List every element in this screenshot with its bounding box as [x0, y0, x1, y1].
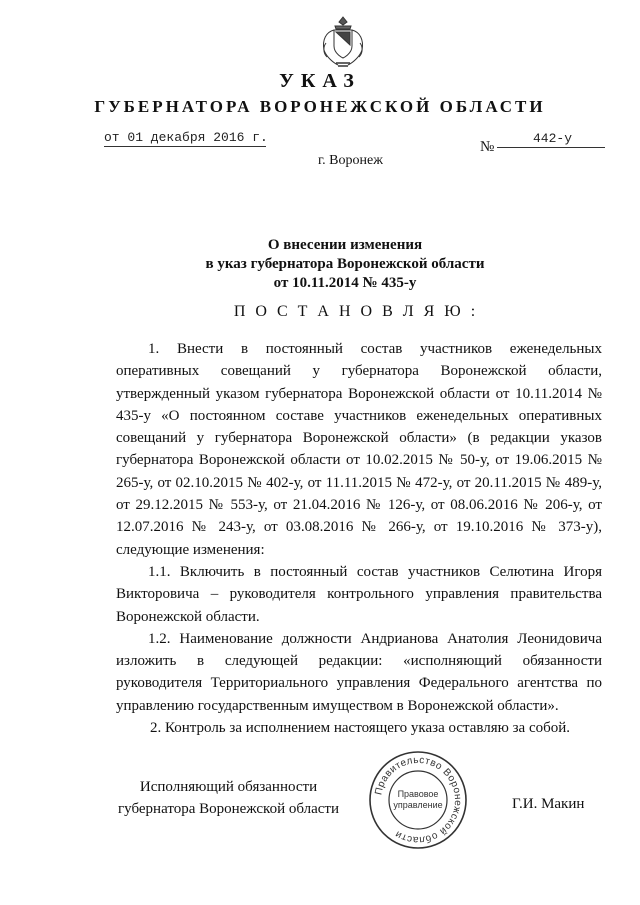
document-city: г. Воронеж	[318, 153, 383, 168]
paragraph-2: 2. Контроль за исполнением настоящего указа оставляю за собой.	[150, 720, 571, 737]
title-line-3: от 10.11.2014 № 435-у	[273, 275, 417, 291]
title-line-2: в указ губернатора Воронежской области	[205, 256, 485, 272]
document-date: от 01 декабря 2016 г.	[104, 130, 268, 145]
issuer-heading: ГУБЕРНАТОРА ВОРОНЕЖСКОЙ ОБЛАСТИ	[94, 97, 546, 116]
legal-department-stamp	[366, 748, 470, 852]
stamp-center-line-2: управление	[393, 800, 443, 810]
stamp-ring-text: Правительство Воронежской области	[373, 754, 464, 846]
decree-word: П О С Т А Н О В Л Я Ю :	[233, 303, 479, 320]
signatory-title-line-2: губернатора Воронежской области	[118, 801, 339, 817]
document-type-heading: УКАЗ	[279, 70, 361, 92]
paragraph-1-1: 1.1. Включить в постоянный состав участников Селютина Игоря Викторовича – руководителя контрольного управления правительства Воронежской области.	[116, 563, 602, 625]
paragraph-1: 1. Внести в постоянный состав участников еженедельных оперативных совещаний у губернатора Воронежской области, утвержденный указом губернатора Воронежской области от 10.11.2014 № 435-у «О постоянном составе участников еженедельных оперативных совещаний у губернатора Воронежской области» (в редакции указов губернатора Воронежской области от 10.02.2015 № 50-у, от 19.06.2015 № 265-у, от 02.10.2015 № 402-у, от 11.11.2015 № 472-у, от 20.11.2015 № 489-у, от 29.12.2015 № 553-у, от 21.04.2016 № 126-у, от 08.06.2016 № 206-у, от 12.07.2016 № 243-у, от 03.08.2016 № 266-у, от 19.10.2016 № 373-у), следующие изменения:	[116, 341, 602, 558]
document-number: 442-у	[497, 131, 605, 148]
signatory-title-line-1: Исполняющий обязанности	[139, 779, 318, 795]
title-line-1: О внесении изменения	[267, 237, 423, 253]
coat-of-arms-emblem	[314, 13, 372, 71]
number-sign: №	[480, 139, 495, 155]
document-body	[116, 338, 602, 739]
signatory-name: Г.И. Макин	[512, 796, 585, 812]
signatory-title	[118, 776, 339, 820]
stamp-center-line-1: Правовое	[397, 789, 439, 799]
paragraph-1-2: 1.2. Наименование должности Андрианова Анатолия Леонидовича изложить в следующей редакции: «исполняющий обязанности руководителя Территориального управления Федерального агентства по управлению государственным имуществом в Воронежской области».	[116, 630, 602, 714]
document-title	[0, 236, 640, 293]
